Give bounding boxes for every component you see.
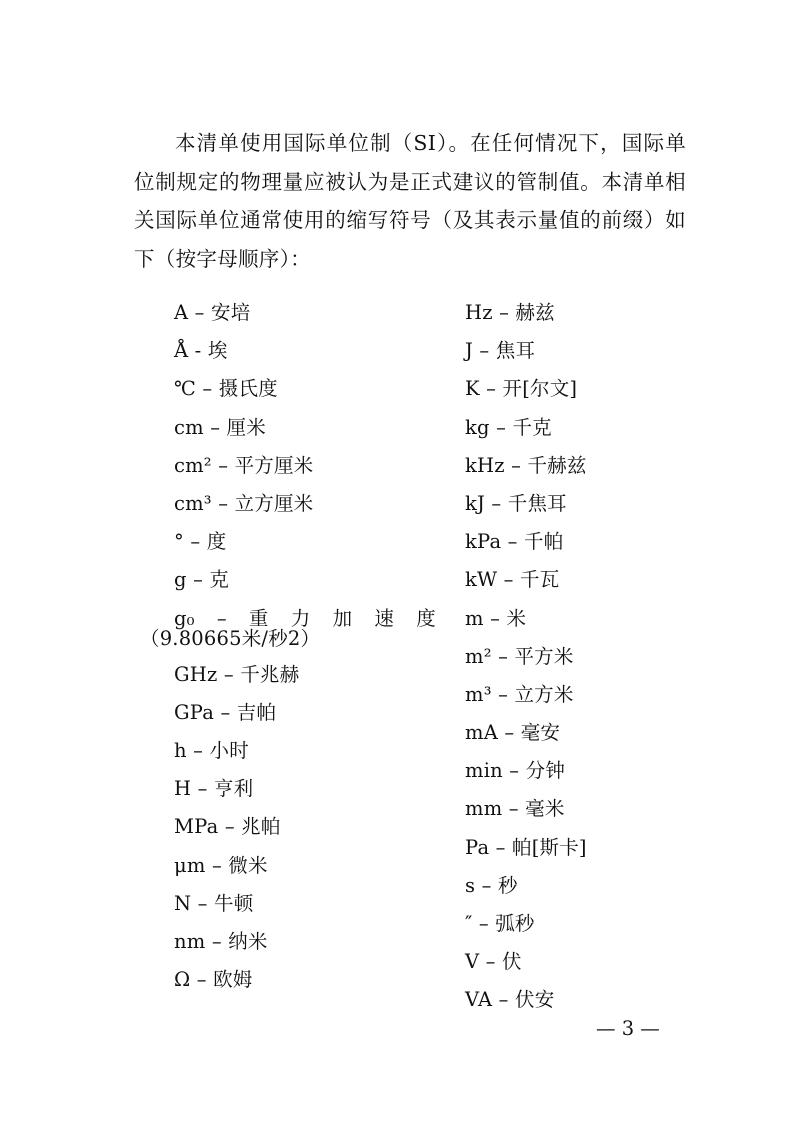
page-number: — 3 —: [596, 1017, 660, 1040]
unit-entry: J – 焦耳: [465, 339, 536, 363]
unit-entry: μm – 微米: [174, 853, 268, 877]
unit-entry: kJ – 千焦耳: [465, 491, 567, 515]
unit-entry: m² – 平方米: [465, 644, 574, 668]
unit-entry: kHz – 千赫兹: [465, 453, 587, 477]
unit-entry: Hz – 赫兹: [465, 301, 555, 324]
g0-continuation: （9.80665米/秒2）: [140, 626, 321, 650]
g0-char: 速: [374, 606, 395, 630]
unit-entry: Pa – 帕[斯卡]: [465, 835, 587, 859]
unit-entry: cm³ – 立方厘米: [174, 491, 314, 515]
unit-entry: A – 安培: [174, 301, 251, 324]
unit-entry-g0: [140, 600, 436, 650]
unit-entry: GPa – 吉帕: [174, 700, 277, 724]
unit-entry: H – 亨利: [174, 777, 254, 801]
unit-entry: kW – 千瓦: [465, 568, 560, 592]
unit-entry: Ω – 欧姆: [174, 968, 253, 992]
unit-entry: ℃ – 摄氏度: [174, 377, 278, 401]
g0-symbol: g₀: [174, 606, 195, 630]
unit-entry: VA – 伏安: [465, 988, 555, 1012]
unit-entry: m – 米: [465, 606, 527, 630]
unit-entry: Å - 埃: [174, 339, 228, 363]
unit-entry: h – 小时: [174, 739, 249, 763]
unit-entry: ° – 度: [174, 530, 227, 554]
unit-entry: s – 秒: [465, 873, 518, 897]
unit-entry: N – 牛顿: [174, 891, 254, 915]
unit-entry: K – 开[尔文]: [465, 377, 578, 401]
intro-paragraph: 本清单使用国际单位制（SI）。在任何情况下，国际单位制规定的物理量应被认为是正式建议的管制值。本清单相关国际单位通常使用的缩写符号（及其表示量值的前缀）如下（按字母顺序）：: [134, 131, 686, 271]
unit-entry: nm – 纳米: [174, 930, 268, 953]
g0-dash: –: [216, 606, 227, 630]
unit-entry: MPa – 兆帕: [174, 815, 281, 839]
unit-entry: m³ – 立方米: [465, 682, 574, 706]
unit-entry: kg – 千克: [465, 415, 552, 439]
g0-char: 度: [416, 606, 436, 630]
unit-entry: mm – 毫米: [465, 797, 565, 821]
unit-entry: cm² – 平方厘米: [174, 453, 314, 477]
unit-entry: g – 克: [174, 568, 230, 592]
unit-entry: V – 伏: [465, 950, 522, 974]
g0-char: 重: [248, 606, 269, 630]
unit-entry: mA – 毫安: [465, 721, 561, 745]
unit-entry: cm – 厘米: [174, 415, 266, 439]
unit-entry: ″ – 弧秒: [465, 912, 535, 935]
unit-entry: kPa – 千帕: [465, 530, 564, 554]
g0-char: 加: [332, 606, 353, 630]
unit-entry: GHz – 千兆赫: [174, 662, 300, 686]
unit-entry: min – 分钟: [465, 759, 566, 783]
unit-list-left: [140, 294, 436, 999]
unit-list-right: [465, 294, 705, 1020]
g0-char: 力: [290, 606, 311, 630]
